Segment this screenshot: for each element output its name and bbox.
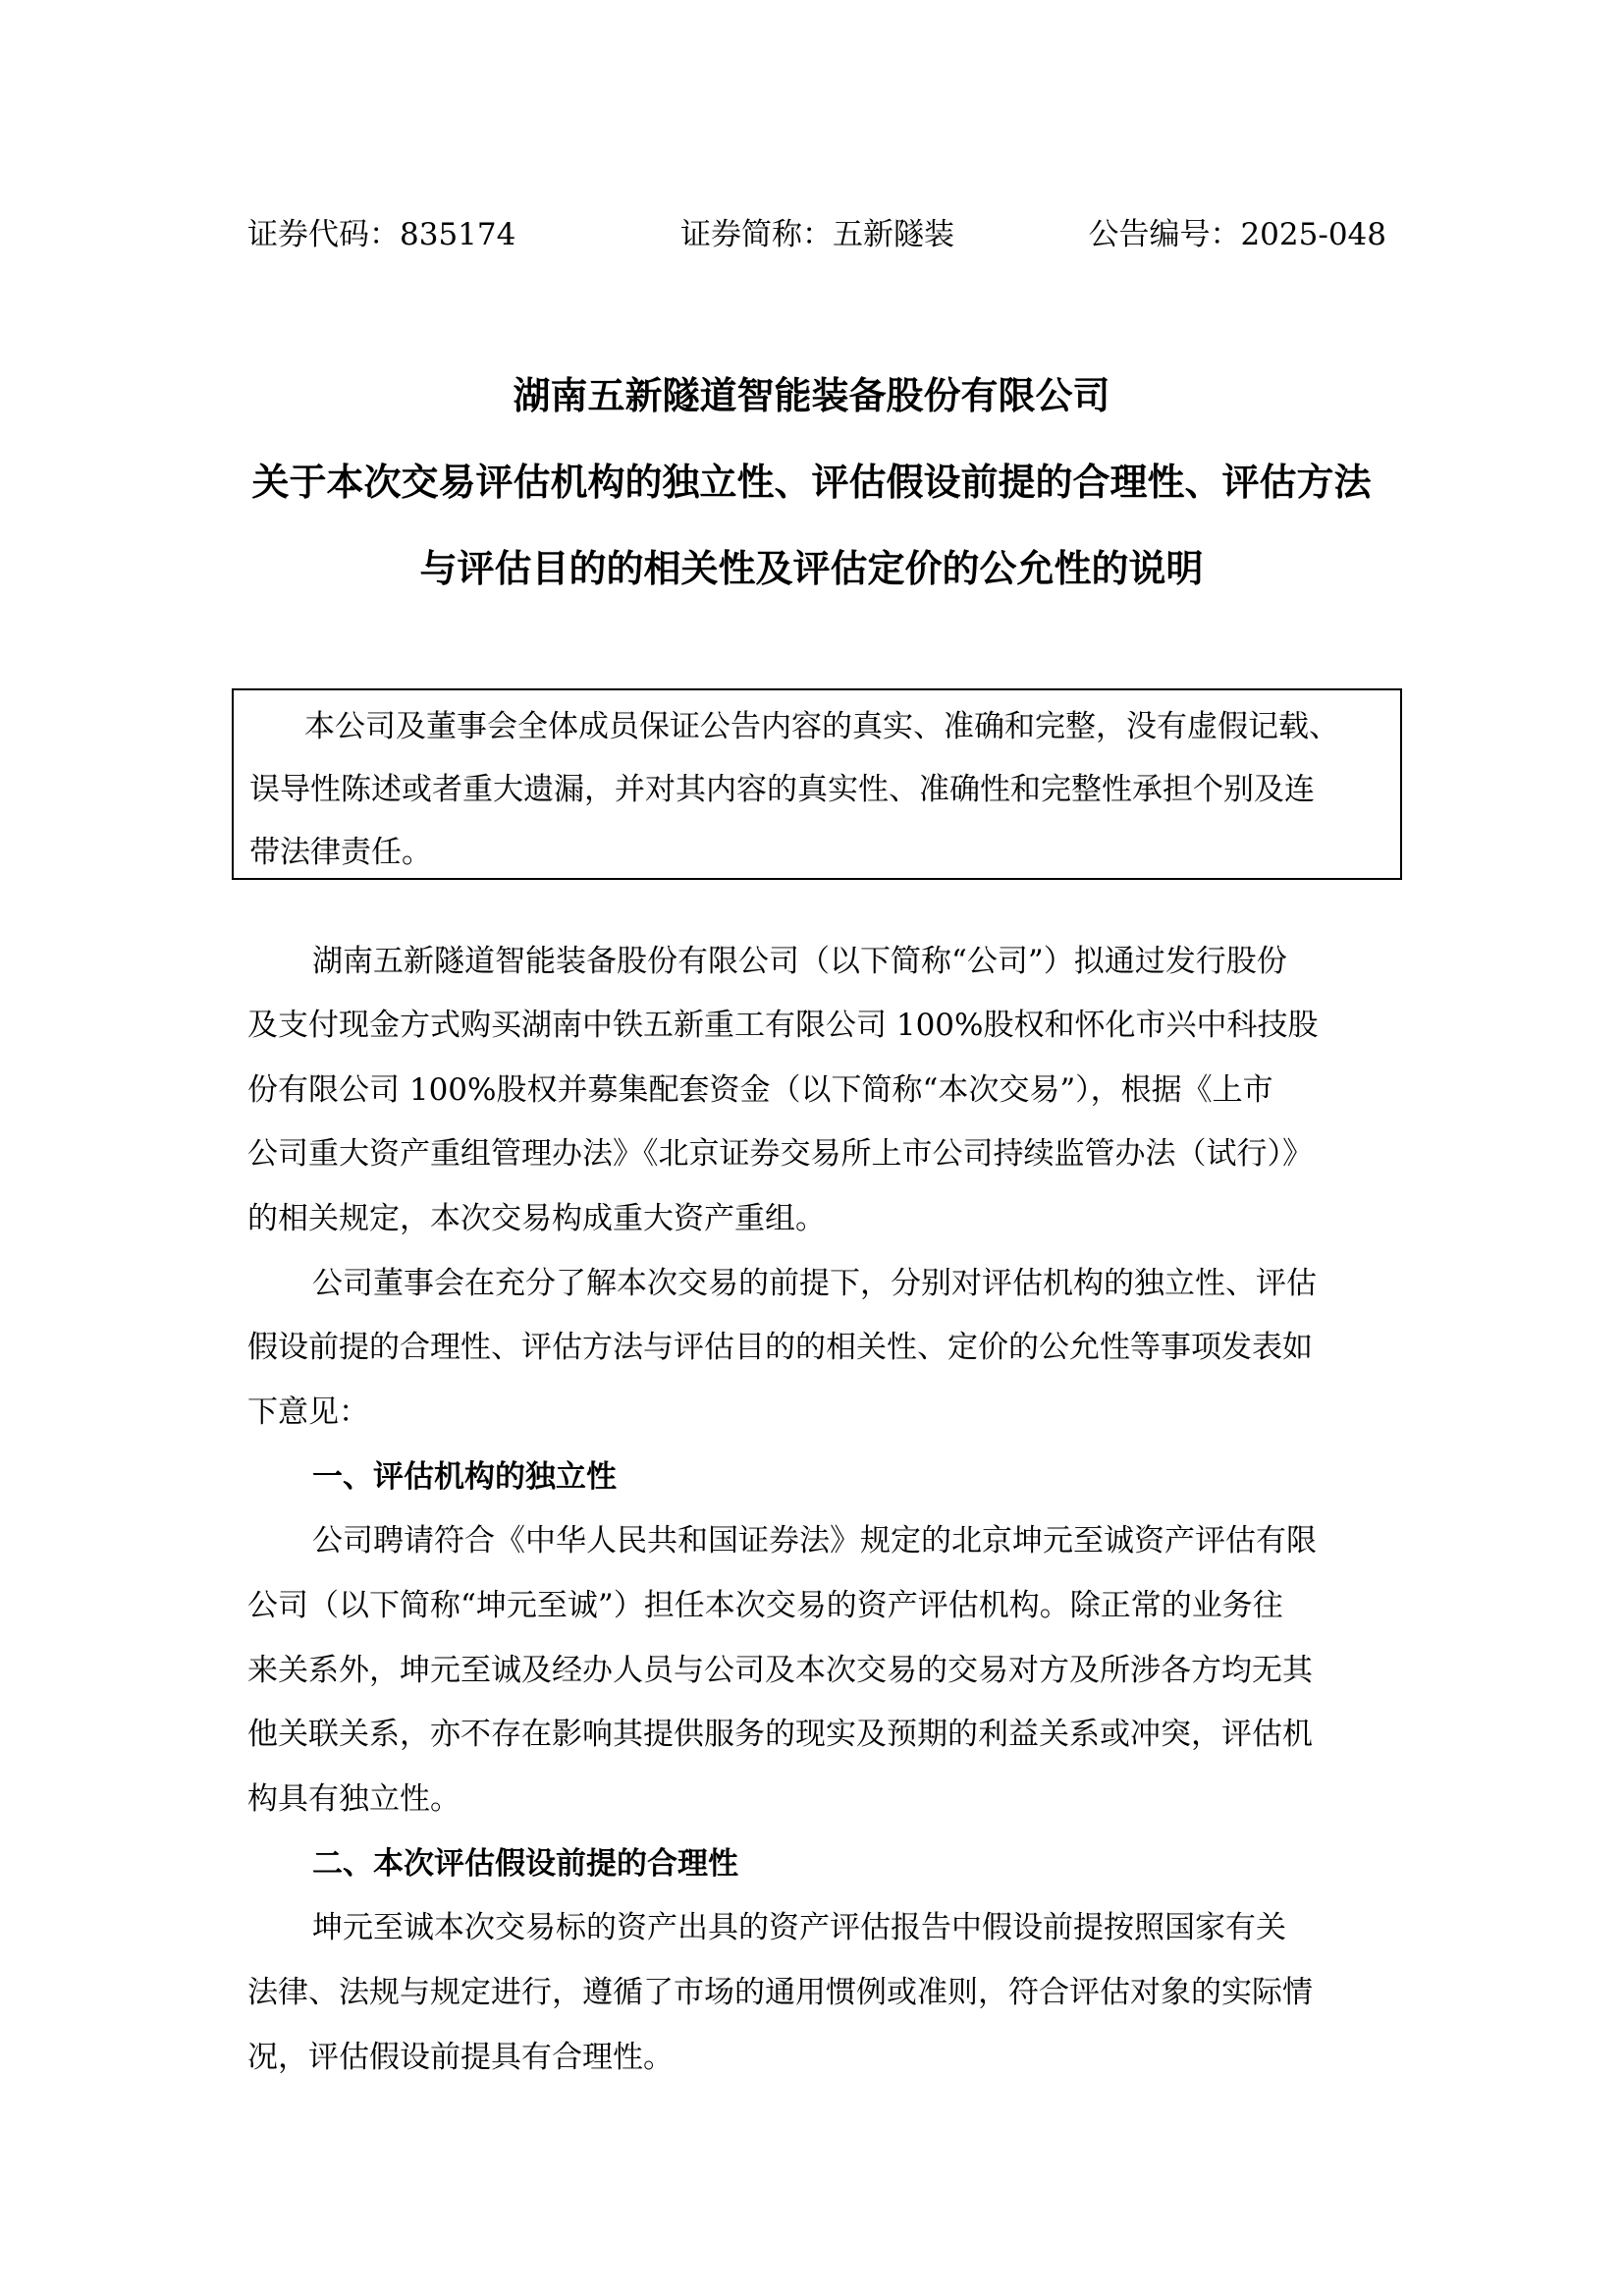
paragraph-line: 他关联关系，亦不存在影响其提供服务的现实及预期的利益关系或冲突，评估机 (247, 1717, 1313, 1752)
disclaimer-line: 误导性陈述或者重大遗漏，并对其内容的真实性、准确性和完整性承担个别及连 (249, 772, 1315, 807)
paragraph-line: 构具有独立性。 (247, 1781, 460, 1817)
paragraph-line: 的相关规定，本次交易构成重大资产重组。 (247, 1201, 826, 1236)
paragraph-line: 湖南五新隧道智能装备股份有限公司（以下简称“公司”）拟通过发行股份 (312, 944, 1287, 979)
announcement-number: 公告编号：2025-048 (1088, 217, 1386, 252)
announcement-header (247, 209, 1386, 254)
paragraph-line: 公司（以下简称“坤元至诚”）担任本次交易的资产评估机构。除正常的业务往 (247, 1588, 1283, 1623)
disclaimer-line: 带法律责任。 (249, 835, 432, 870)
company-title: 湖南五新隧道智能装备股份有限公司 (513, 373, 1110, 417)
paragraph-line: 假设前提的合理性、评估方法与评估目的的相关性、定价的公允性等事项发表如 (247, 1330, 1313, 1365)
document-title-line-2: 与评估目的的相关性及评估定价的公允性的说明 (419, 546, 1204, 590)
paragraph-line: 公司重大资产重组管理办法》《北京证券交易所上市公司持续监管办法（试行）》 (247, 1136, 1313, 1172)
document-title-line-1: 关于本次交易评估机构的独立性、评估假设前提的合理性、评估方法 (251, 460, 1372, 504)
paragraph-line: 法律、法规与规定进行，遵循了市场的通用惯例或准则，符合评估对象的实际情 (247, 1975, 1313, 2010)
section-heading-assumptions: 二、本次评估假设前提的合理性 (312, 1846, 738, 1882)
section-heading-independence: 一、评估机构的独立性 (312, 1459, 617, 1495)
paragraph-line: 下意见： (247, 1394, 369, 1430)
paragraph-line: 公司聘请符合《中华人民共和国证券法》规定的北京坤元至诚资产评估有限 (312, 1523, 1317, 1558)
disclaimer-box (232, 688, 1402, 880)
paragraph-line: 及支付现金方式购买湖南中铁五新重工有限公司 100%股权和怀化市兴中科技股 (247, 1008, 1319, 1043)
paragraph-line: 况，评估假设前提具有合理性。 (247, 2040, 674, 2075)
paragraph-line: 来关系外，坤元至诚及经办人员与公司及本次交易的交易对方及所涉各方均无其 (247, 1653, 1313, 1688)
stock-code: 证券代码：835174 (247, 217, 516, 252)
disclaimer-line: 本公司及董事会全体成员保证公告内容的真实、准确和完整，没有虚假记载、 (304, 709, 1339, 744)
paragraph-line: 公司董事会在充分了解本次交易的前提下，分别对评估机构的独立性、评估 (312, 1266, 1317, 1301)
paragraph-line: 份有限公司 100%股权并募集配套资金（以下简称“本次交易”），根据《上市 (247, 1072, 1273, 1108)
paragraph-line: 坤元至诚本次交易标的资产出具的资产评估报告中假设前提按照国家有关 (312, 1910, 1286, 1945)
stock-abbreviation: 证券简称：五新隧装 (680, 217, 954, 252)
